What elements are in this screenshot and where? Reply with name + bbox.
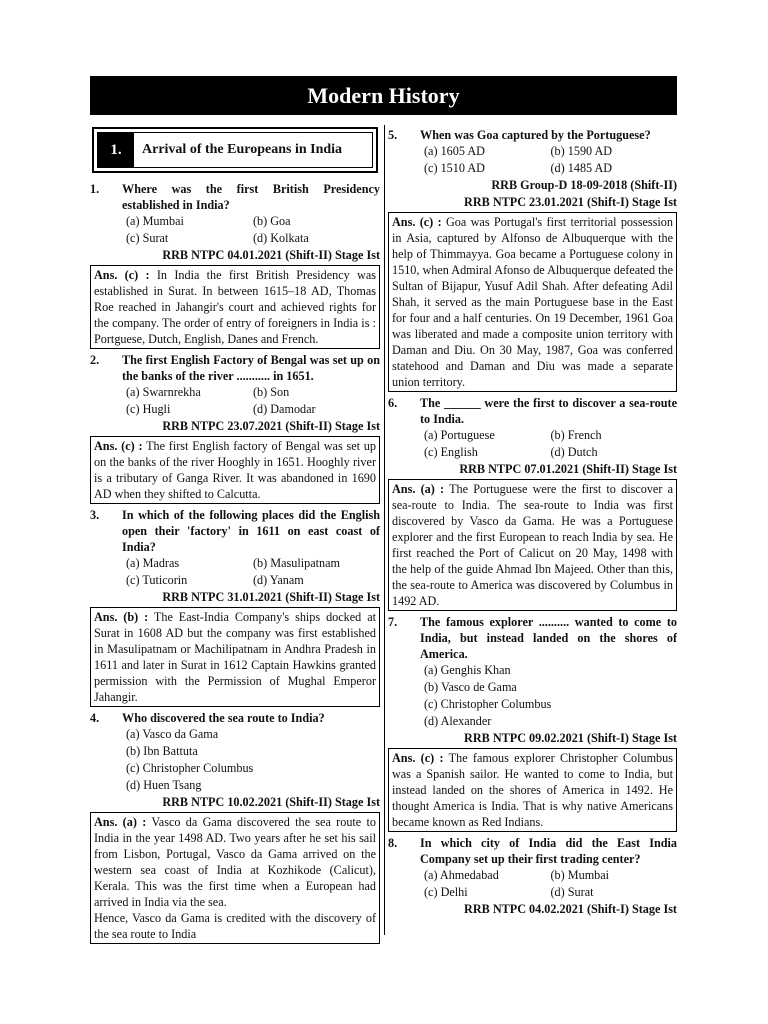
question-number: 8. <box>388 836 398 850</box>
options <box>388 427 677 461</box>
option: (b) Mumbai <box>550 868 610 882</box>
options <box>90 726 380 794</box>
answer-box <box>388 212 677 392</box>
question <box>388 395 677 427</box>
left-column <box>90 125 380 947</box>
option: (b) 1590 AD <box>550 144 613 158</box>
exam-source: RRB NTPC 04.02.2021 (Shift-I) Stage Ist <box>464 902 677 916</box>
chapter-title: Arrival of the Europeans in India <box>142 142 343 157</box>
option: (c) Surat <box>126 231 169 245</box>
option: (a) Madras <box>126 556 180 570</box>
question <box>388 127 677 143</box>
question-number: 6. <box>388 396 398 410</box>
question-text: Who discovered the sea route to India? <box>122 711 325 725</box>
option: (b) French <box>550 428 602 442</box>
chapter-heading <box>92 127 378 173</box>
answer-box <box>90 265 380 349</box>
answer-text: The East-India Company's ships docked at Surat in 1608 AD but the company was first established in Masulipatnam or Machilipatnam in Andhra Pradesh in 1611 and later in Surat in 1612 Captain Hawkins granted permission with the Permission of Mughal Emperor Jahangir. <box>94 610 377 704</box>
option: (d) Huen Tsang <box>126 778 202 792</box>
answer-text: In India the first British Presidency was established in Surat. In between 1615–18 AD, Thomas Roe reached in Jahangir's court and achieved rights for the company. The order of entry of foreigners in India is : Portguese, Dutch, English, Danes and French. <box>94 268 377 346</box>
answer-box <box>90 812 380 944</box>
option: (c) Hugli <box>126 402 171 416</box>
exam-source: RRB Group-D 18-09-2018 (Shift-II) <box>491 178 677 192</box>
question-number: 2. <box>90 353 100 367</box>
page-title: Modern History <box>90 76 677 115</box>
column-divider <box>384 125 385 935</box>
question-block <box>388 614 677 832</box>
question-block <box>90 710 380 944</box>
option: (c) Christopher Columbus <box>126 761 254 775</box>
right-column <box>388 125 677 918</box>
answer-label: Ans. (c) : <box>94 439 143 453</box>
exam-source: RRB NTPC 23.07.2021 (Shift-II) Stage Ist <box>162 419 380 433</box>
option: (a) Genghis Khan <box>424 663 511 677</box>
question-text: The first English Factory of Bengal was set up on the banks of the river ........... in 1651. <box>122 353 380 383</box>
option: (c) Christopher Columbus <box>424 697 552 711</box>
answer-label: Ans. (a) : <box>94 815 147 829</box>
option: (d) 1485 AD <box>550 161 613 175</box>
option: (c) Tuticorin <box>126 573 188 587</box>
question-text: In which city of India did the East India Company set up their first trading center? <box>420 836 677 866</box>
question-number: 1. <box>90 182 100 196</box>
question <box>388 835 677 867</box>
question-number: 4. <box>90 711 100 725</box>
question <box>388 614 677 662</box>
option: (b) Ibn Battuta <box>126 744 198 758</box>
options <box>90 384 380 418</box>
question-number: 5. <box>388 128 398 142</box>
options <box>90 555 380 589</box>
option: (b) Masulipatnam <box>253 556 340 570</box>
question-block <box>388 127 677 392</box>
answer-text: The Portuguese were the first to discover a sea-route to India. The sea-route to India was first discovered by Vasco da Gama. He was a Portuguese explorer and the first European to reach India by sea. He first reached the Port of Calicut on 20 May, 1498 with the help of the guide Ahmad Ibn Majeed. Other than this, the sea-route to America was discovered by Columbus in 1492 AD. <box>392 482 674 608</box>
option: (c) Delhi <box>424 885 468 899</box>
question-block <box>90 507 380 707</box>
question-number: 3. <box>90 508 100 522</box>
option: (b) Goa <box>253 214 291 228</box>
answer-text: Vasco da Gama discovered the sea route to India in the year 1498 AD. Two years after he set his sail from Lisbon, Portugal, Vasco da Gama arrived on the western sea coast of India at Kozhikode (Calicut), Kerala. This was the first time when a European had arrived in India via the sea. <box>94 815 376 909</box>
question-text: When was Goa captured by the Portuguese? <box>420 128 651 142</box>
option: (a) Portuguese <box>424 428 495 442</box>
question-block <box>388 835 677 918</box>
question <box>90 352 380 384</box>
answer-label: Ans. (b) : <box>94 610 149 624</box>
option: (d) Dutch <box>550 445 598 459</box>
option: (a) Swarnrekha <box>126 385 201 399</box>
question-block <box>90 181 380 349</box>
answer-label: Ans. (c) : <box>392 751 444 765</box>
exam-source: RRB NTPC 23.01.2021 (Shift-I) Stage Ist <box>464 195 677 209</box>
question-text: In which of the following places did the English open their 'factory' in 1611 on east coast of India? <box>122 508 380 554</box>
option: (a) 1605 AD <box>424 144 485 158</box>
question-text: The ______ were the first to discover a sea-route to India. <box>420 396 677 426</box>
options <box>388 662 677 730</box>
options <box>90 213 380 247</box>
answer-text: The famous explorer Christopher Columbus was a Spanish sailor. He wanted to come to India, but instead landed on the shores of America in 1492. He thought America is India. That is why native Americans became known as Red Indians. <box>392 751 673 829</box>
exam-source: RRB NTPC 09.02.2021 (Shift-I) Stage Ist <box>464 731 677 745</box>
answer-box <box>90 436 380 504</box>
question <box>90 181 380 213</box>
question <box>90 507 380 555</box>
answer-label: Ans. (c) : <box>392 215 442 229</box>
option: (c) English <box>424 445 478 459</box>
exam-source: RRB NTPC 10.02.2021 (Shift-II) Stage Ist <box>162 795 380 809</box>
answer-text: The first English factory of Bengal was set up on the banks of the river Hooghly in 1651. Hooghly river is a tributary of Ganga River. It was abandoned in 1690 AD when they shifted to Calcutta. <box>94 439 376 501</box>
question-text: Where was the first British Presidency established in India? <box>122 182 380 212</box>
option: (b) Vasco de Gama <box>424 680 517 694</box>
option: (d) Alexander <box>424 714 492 728</box>
answer-label: Ans. (c) : <box>94 268 150 282</box>
option: (d) Damodar <box>253 402 316 416</box>
option: (a) Vasco da Gama <box>126 727 219 741</box>
answer-label: Ans. (a) : <box>392 482 445 496</box>
option: (a) Mumbai <box>126 214 184 228</box>
question <box>90 710 380 726</box>
options <box>388 867 677 901</box>
option: (d) Surat <box>550 885 594 899</box>
answer-box <box>90 607 380 707</box>
question-block <box>90 352 380 504</box>
answer-box <box>388 748 677 832</box>
options <box>388 143 677 177</box>
question-text: The famous explorer .......... wanted to come to India, but instead landed on the shores of America. <box>420 615 677 661</box>
exam-source: RRB NTPC 07.01.2021 (Shift-II) Stage Ist <box>459 462 677 476</box>
option: (d) Kolkata <box>253 231 309 245</box>
option: (b) Son <box>253 385 290 399</box>
exam-source: RRB NTPC 31.01.2021 (Shift-II) Stage Ist <box>162 590 380 604</box>
question-block <box>388 395 677 611</box>
option: (c) 1510 AD <box>424 161 485 175</box>
answer-text: Hence, Vasco da Gama is credited with the discovery of the sea route to India <box>94 911 376 941</box>
question-number: 7. <box>388 615 398 629</box>
chapter-number: 1. <box>98 133 134 167</box>
option: (a) Ahmedabad <box>424 868 499 882</box>
answer-box <box>388 479 677 611</box>
exam-source: RRB NTPC 04.01.2021 (Shift-II) Stage Ist <box>162 248 380 262</box>
answer-text: Goa was Portugal's first territorial possession in Asia, captured by Alfonso de Albuquerque with the help of Thimmayya. Goa became a Portuguese colony in 1510, when Admiral Afonso de Albuquerque defeated the Sultan of Bijapur, Yusuf Adil Shah. After defeating Adil Shah, it served as the main Portuguese base in the East for four and a half centuries. On 19 December, 1961 Goa was liberated and made a composite union territory with Daman and Diu. On 30 May, 1987, Goa was conferred statehood and Daman and Diu was made a separate union territory. <box>392 215 673 389</box>
option: (d) Yanam <box>253 573 304 587</box>
